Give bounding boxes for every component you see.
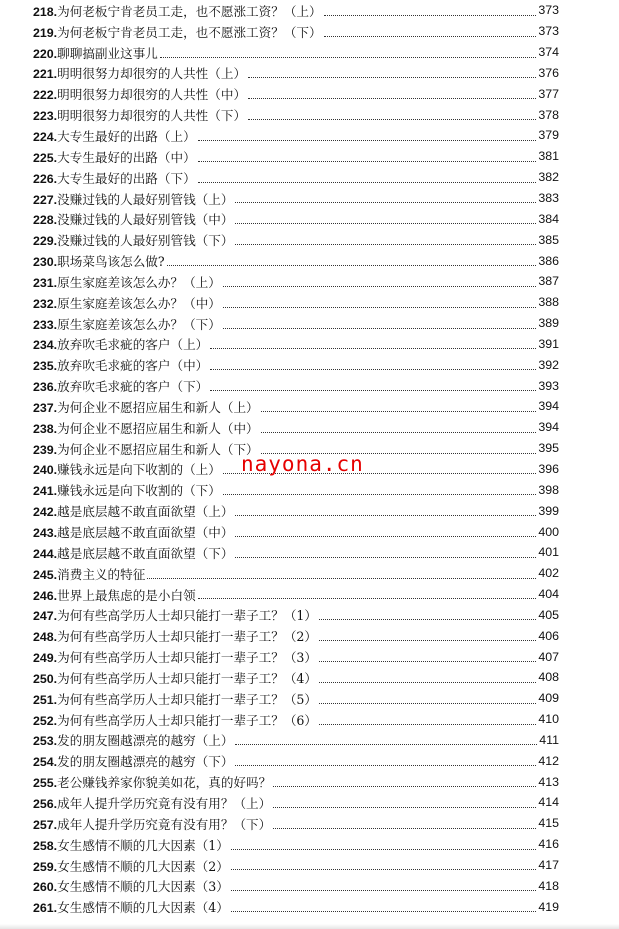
- toc-page-number: 379: [538, 128, 559, 143]
- toc-dot-leader: [235, 201, 536, 203]
- toc-entry-title: [33, 459, 221, 478]
- toc-dot-leader: [273, 785, 536, 787]
- toc-page-number: 410: [538, 712, 559, 727]
- toc-page-number: 377: [538, 86, 559, 101]
- toc-entry-title: [33, 314, 221, 333]
- toc-page-number: 373: [538, 24, 559, 39]
- toc-entry-title: [33, 376, 208, 395]
- toc-dot-leader: [319, 723, 536, 725]
- toc-entry-title: [33, 209, 233, 228]
- toc-entry-text: 越是底层越不敢直面欲望（下）: [57, 545, 234, 561]
- toc-page-number: 416: [538, 837, 559, 852]
- toc-dot-leader: [231, 868, 536, 870]
- toc-page-number: 412: [538, 753, 559, 768]
- toc-entry[interactable]: [33, 250, 559, 271]
- toc-entry-number: 260.: [33, 880, 58, 895]
- toc-entry[interactable]: [33, 771, 559, 792]
- toc-dot-leader: [223, 327, 536, 329]
- toc-entry[interactable]: [33, 271, 559, 292]
- toc-page-number: 392: [538, 357, 559, 372]
- toc-entry-text: 明明很努力却很穷的人共性（下）: [57, 108, 247, 124]
- toc-entry-text: 明明很努力却很穷的人共性（中）: [57, 87, 247, 103]
- toc-entry-number: 245.: [33, 567, 58, 582]
- toc-entry-text: 为何企业不愿招应届生和新人（下）: [57, 441, 259, 457]
- toc-entry-number: 256.: [33, 796, 58, 811]
- toc-entry[interactable]: [33, 375, 559, 396]
- toc-entry-title: [33, 126, 196, 145]
- toc-entry[interactable]: [33, 792, 559, 813]
- toc-entry-number: 244.: [33, 546, 58, 561]
- toc-entry-text: 放弃吹毛求疵的客户（上）: [57, 337, 209, 353]
- toc-entry[interactable]: [33, 208, 559, 229]
- toc-entry-title: [33, 501, 233, 520]
- toc-dot-leader: [235, 764, 536, 766]
- toc-entry[interactable]: [33, 396, 559, 417]
- toc-entry[interactable]: [33, 42, 559, 63]
- toc-entry-number: 226.: [33, 171, 58, 186]
- toc-dot-leader: [319, 681, 536, 683]
- toc-dot-leader: [210, 347, 536, 349]
- toc-entry-text: 越是底层越不敢直面欲望（中）: [57, 525, 234, 541]
- toc-entry-text: 发的朋友圈越漂亮的越穷（上）: [57, 733, 234, 749]
- toc-entry[interactable]: [33, 750, 559, 771]
- toc-entry-title: [33, 876, 229, 895]
- watermark-text: nayona.cn: [241, 452, 364, 476]
- toc-entry-number: 243.: [33, 526, 58, 541]
- toc-page-number: 411: [539, 732, 559, 747]
- toc-entry[interactable]: [33, 688, 559, 709]
- toc-dot-leader: [324, 35, 537, 37]
- toc-page-number: 374: [538, 45, 559, 60]
- toc-page-number: 401: [538, 545, 559, 560]
- toc-entry-number: 219.: [33, 25, 58, 40]
- toc-entry-text: 为何企业不愿招应届生和新人（中）: [57, 420, 259, 436]
- toc-entry-text: 聊聊搞副业这事儿: [57, 45, 158, 61]
- toc-entry-number: 221.: [33, 67, 58, 82]
- toc-entry-title: [33, 84, 246, 103]
- toc-entry-number: 235.: [33, 359, 58, 374]
- toc-entry-text: 发的朋友圈越漂亮的越穷（下）: [57, 754, 234, 770]
- toc-entry-title: [33, 355, 208, 374]
- toc-page-number: 417: [538, 858, 559, 873]
- toc-entry-title: [33, 585, 196, 604]
- toc-entry-title: [33, 230, 233, 249]
- toc-entry[interactable]: [33, 646, 559, 667]
- toc-entry-number: 249.: [33, 651, 58, 666]
- toc-entry-number: 247.: [33, 609, 58, 624]
- toc-entry-title: [33, 480, 221, 499]
- toc-page-number: 395: [538, 441, 559, 456]
- toc-dot-leader: [324, 14, 537, 16]
- toc-entry-text: 成年人提升学历究竟有没有用？（下）: [57, 816, 272, 832]
- toc-entry-text: 没赚过钱的人最好别管钱（中）: [57, 212, 234, 228]
- toc-entry-number: 261.: [33, 901, 58, 916]
- toc-entry-title: [33, 897, 229, 916]
- toc-entry-number: 230.: [33, 255, 58, 270]
- toc-page-number: 381: [538, 149, 559, 164]
- toc-entry-title: [33, 272, 221, 291]
- toc-entry[interactable]: [33, 63, 559, 84]
- toc-entry-title: [33, 626, 317, 645]
- toc-page-number: 383: [538, 191, 559, 206]
- toc-entry-text: 赚钱永远是向下收割的（上）: [57, 462, 221, 478]
- toc-entry-number: 220.: [33, 46, 58, 61]
- toc-entry[interactable]: [33, 125, 559, 146]
- toc-entry[interactable]: [33, 604, 559, 625]
- toc-entry[interactable]: [33, 229, 559, 250]
- toc-entry-title: [33, 689, 317, 708]
- toc-dot-leader: [248, 97, 536, 99]
- toc-entry-number: 252.: [33, 713, 58, 728]
- toc-page-number: 376: [538, 65, 559, 80]
- toc-entry[interactable]: [33, 167, 559, 188]
- toc-entry-number: 233.: [33, 317, 58, 332]
- toc-page-number: 373: [538, 3, 559, 18]
- toc-entry[interactable]: [33, 104, 559, 125]
- toc-page-number: 389: [538, 316, 559, 331]
- toc-entry-text: 为何有些高学历人士却只能打一辈子工？（3）: [57, 650, 318, 666]
- toc-entry-title: [33, 835, 229, 854]
- toc-entry-number: 251.: [33, 692, 58, 707]
- toc-entry-number: 218.: [33, 4, 58, 19]
- toc-entry-text: 为何有些高学历人士却只能打一辈子工？（2）: [57, 629, 318, 645]
- toc-entry-number: 238.: [33, 421, 58, 436]
- toc-entry-title: [33, 543, 233, 562]
- toc-entry-title: [33, 418, 259, 437]
- toc-entry[interactable]: [33, 313, 559, 334]
- toc-entry-text: 没赚过钱的人最好别管钱（上）: [57, 191, 234, 207]
- toc-dot-leader: [147, 577, 536, 579]
- toc-entry-title: [33, 522, 233, 541]
- toc-entry-title: [33, 668, 317, 687]
- toc-page-number: 402: [538, 566, 559, 581]
- toc-dot-leader: [198, 139, 537, 141]
- toc-page-number: 415: [538, 816, 559, 831]
- toc-entry-title: [33, 168, 196, 187]
- toc-dot-leader: [248, 118, 536, 120]
- toc-entry-number: 253.: [33, 734, 58, 749]
- toc-page-number: 400: [538, 524, 559, 539]
- toc-page-number: 408: [538, 670, 559, 685]
- toc-entry-title: [33, 293, 221, 312]
- toc-entry-title: [33, 751, 233, 770]
- toc-entry[interactable]: [33, 584, 559, 605]
- toc-entry-title: [33, 397, 259, 416]
- toc-dot-leader: [210, 389, 536, 391]
- toc-entry[interactable]: [33, 21, 559, 42]
- toc-dot-leader: [223, 285, 536, 287]
- toc-entry[interactable]: [33, 0, 559, 21]
- toc-entry-text: 为何企业不愿招应届生和新人（上）: [57, 399, 259, 415]
- toc-entry-title: [33, 564, 145, 583]
- toc-page-number: 384: [538, 211, 559, 226]
- toc-entry-number: 242.: [33, 505, 58, 520]
- toc-entry-number: 240.: [33, 463, 58, 478]
- toc-dot-leader: [319, 639, 536, 641]
- toc-entry-text: 大专生最好的出路（下）: [57, 170, 196, 186]
- toc-dot-leader: [235, 535, 536, 537]
- toc-entry-text: 世界上最焦虑的是小白领: [57, 587, 196, 603]
- toc-entry[interactable]: [33, 521, 559, 542]
- toc-dot-leader: [261, 431, 537, 433]
- toc-entry[interactable]: [33, 813, 559, 834]
- toc-entry-title: [33, 793, 271, 812]
- toc-entry-title: [33, 334, 208, 353]
- toc-dot-leader: [319, 618, 536, 620]
- toc-entry[interactable]: [33, 542, 559, 563]
- toc-entry-number: 229.: [33, 234, 58, 249]
- toc-entry-number: 227.: [33, 192, 58, 207]
- toc-page-number: 396: [538, 461, 559, 476]
- toc-dot-leader: [231, 910, 536, 912]
- toc-dot-leader: [223, 493, 536, 495]
- toc-entry-text: 为何老板宁肯老员工走，也不愿涨工资？（下）: [57, 24, 322, 40]
- toc-dot-leader: [319, 702, 536, 704]
- toc-dot-leader: [160, 56, 536, 58]
- toc-entry-text: 成年人提升学历究竟有没有用？（上）: [57, 795, 272, 811]
- toc-entry-text: 为何有些高学历人士却只能打一辈子工？（1）: [57, 608, 318, 624]
- toc-entry-text: 明明很努力却很穷的人共性（上）: [57, 66, 247, 82]
- toc-entry-text: 大专生最好的出路（上）: [57, 128, 196, 144]
- toc-page-number: 386: [538, 253, 559, 268]
- toc-page-number: 388: [538, 295, 559, 310]
- toc-page-number: 387: [538, 274, 559, 289]
- toc-page-number: 394: [538, 420, 559, 435]
- toc-dot-leader: [235, 222, 536, 224]
- toc-entry-text: 消费主义的特征: [57, 566, 146, 582]
- toc-entry[interactable]: [33, 334, 559, 355]
- toc-entry-number: 223.: [33, 109, 58, 124]
- toc-entry[interactable]: [33, 188, 559, 209]
- toc-entry[interactable]: [33, 354, 559, 375]
- toc-entry[interactable]: [33, 292, 559, 313]
- toc-entry-title: [33, 605, 317, 624]
- toc-entry-title: [33, 814, 271, 833]
- toc-dot-leader: [167, 264, 537, 266]
- toc-entry-number: 257.: [33, 817, 58, 832]
- toc-entry[interactable]: [33, 875, 559, 896]
- toc-dot-leader: [261, 410, 537, 412]
- toc-entry-title: [33, 43, 158, 62]
- toc-dot-leader: [198, 160, 537, 162]
- toc-entry-number: 246.: [33, 588, 58, 603]
- toc-dot-leader: [235, 514, 536, 516]
- toc-entry[interactable]: [33, 896, 559, 917]
- toc-entry-title: [33, 772, 271, 791]
- toc-entry-number: 234.: [33, 338, 58, 353]
- toc-entry-text: 原生家庭差该怎么办？（上）: [57, 274, 221, 290]
- toc-entry-number: 259.: [33, 859, 58, 874]
- toc-entry-number: 222.: [33, 88, 58, 103]
- toc-page-number: 413: [538, 774, 559, 789]
- toc-entry-text: 女生感情不顺的几大因素（4）: [57, 900, 229, 916]
- toc-entry-text: 大专生最好的出路（中）: [57, 149, 196, 165]
- toc-page-number: 391: [538, 336, 559, 351]
- toc-entry-number: 224.: [33, 129, 58, 144]
- toc-dot-leader: [198, 597, 537, 599]
- toc-entry[interactable]: [33, 834, 559, 855]
- toc-entry-title: [33, 63, 246, 82]
- toc-dot-leader: [231, 889, 536, 891]
- toc-entry-number: 228.: [33, 213, 58, 228]
- toc-dot-leader: [248, 76, 536, 78]
- toc-entry[interactable]: [33, 730, 559, 751]
- toc-entry-text: 为何有些高学历人士却只能打一辈子工？（4）: [57, 670, 318, 686]
- toc-page-number: 385: [538, 232, 559, 247]
- toc-page-number: 418: [538, 878, 559, 893]
- toc-dot-leader: [319, 660, 536, 662]
- toc-entry-number: 258.: [33, 838, 58, 853]
- toc-entry-title: [33, 439, 259, 458]
- toc-entry[interactable]: [33, 855, 559, 876]
- toc-dot-leader: [198, 181, 537, 183]
- toc-entry-number: 254.: [33, 755, 58, 770]
- toc-entry-title: [33, 22, 322, 41]
- toc-page-number: 382: [538, 170, 559, 185]
- toc-page-number: 409: [538, 691, 559, 706]
- toc-entry-text: 为何老板宁肯老员工走，也不愿涨工资？（上）: [57, 3, 322, 19]
- toc-entry-text: 女生感情不顺的几大因素（2）: [57, 858, 229, 874]
- toc-dot-leader: [223, 306, 536, 308]
- toc-entry-text: 没赚过钱的人最好别管钱（下）: [57, 233, 234, 249]
- toc-entry-text: 放弃吹毛求疵的客户（下）: [57, 379, 209, 395]
- toc-page-number: 399: [538, 503, 559, 518]
- page-bottom-edge: [0, 924, 619, 929]
- toc-entry-title: [33, 1, 322, 20]
- toc-page-number: 419: [538, 899, 559, 914]
- toc-entry-title: [33, 105, 246, 124]
- toc-page-number: 394: [538, 399, 559, 414]
- toc-page-number: 393: [538, 378, 559, 393]
- toc-dot-leader: [273, 806, 536, 808]
- toc-entry-text: 老公赚钱养家你貌美如花，真的好吗？: [57, 775, 272, 791]
- toc-entry-text: 职场菜鸟该怎么做?: [57, 254, 165, 270]
- toc-dot-leader: [210, 368, 536, 370]
- toc-entry-title: [33, 710, 317, 729]
- toc-entry-title: [33, 647, 317, 666]
- toc-entry[interactable]: [33, 625, 559, 646]
- toc-entry[interactable]: [33, 709, 559, 730]
- toc-page-number: 404: [538, 587, 559, 602]
- toc-dot-leader: [231, 848, 536, 850]
- toc-entry-title: [33, 730, 233, 749]
- toc-dot-leader: [235, 243, 536, 245]
- toc-entry[interactable]: [33, 417, 559, 438]
- toc-entry-number: 239.: [33, 442, 58, 457]
- toc-entry-title: [33, 856, 229, 875]
- toc-page-number: 398: [538, 482, 559, 497]
- toc-entry-number: 231.: [33, 275, 58, 290]
- toc-entry-text: 女生感情不顺的几大因素（1）: [57, 837, 229, 853]
- toc-entry[interactable]: [33, 146, 559, 167]
- toc-entry-text: 越是底层越不敢直面欲望（上）: [57, 504, 234, 520]
- toc-entry-title: [33, 147, 196, 166]
- toc-entry-number: 232.: [33, 296, 58, 311]
- toc-dot-leader: [273, 827, 536, 829]
- toc-entry-title: [33, 251, 165, 270]
- toc-entry-number: 250.: [33, 671, 58, 686]
- toc-entry-number: 237.: [33, 400, 58, 415]
- toc-entry-number: 248.: [33, 630, 58, 645]
- toc-dot-leader: [235, 556, 536, 558]
- toc-entry-text: 原生家庭差该怎么办？（下）: [57, 316, 221, 332]
- toc-page-number: 406: [538, 628, 559, 643]
- toc-entry-text: 放弃吹毛求疵的客户（中）: [57, 358, 209, 374]
- toc-page-number: 414: [538, 795, 559, 810]
- toc-entry-number: 225.: [33, 150, 58, 165]
- toc-entry[interactable]: [33, 83, 559, 104]
- toc-page-number: 405: [538, 607, 559, 622]
- toc-page-number: 407: [538, 649, 559, 664]
- toc-entry-text: 为何有些高学历人士却只能打一辈子工？（6）: [57, 712, 318, 728]
- toc-entry-title: [33, 189, 233, 208]
- toc-entry-number: 255.: [33, 776, 58, 791]
- toc-entry[interactable]: [33, 500, 559, 521]
- toc-entry-text: 赚钱永远是向下收割的（下）: [57, 483, 221, 499]
- toc-page-number: 378: [538, 107, 559, 122]
- toc-entry-number: 241.: [33, 484, 58, 499]
- toc-entry-text: 原生家庭差该怎么办？（中）: [57, 295, 221, 311]
- toc-entry[interactable]: [33, 667, 559, 688]
- toc-dot-leader: [235, 743, 537, 745]
- toc-entry[interactable]: [33, 563, 559, 584]
- toc-entry-text: 女生感情不顺的几大因素（3）: [57, 879, 229, 895]
- toc-entry[interactable]: [33, 479, 559, 500]
- toc-entry-text: 为何有些高学历人士却只能打一辈子工？（5）: [57, 691, 318, 707]
- toc-entry-number: 236.: [33, 380, 58, 395]
